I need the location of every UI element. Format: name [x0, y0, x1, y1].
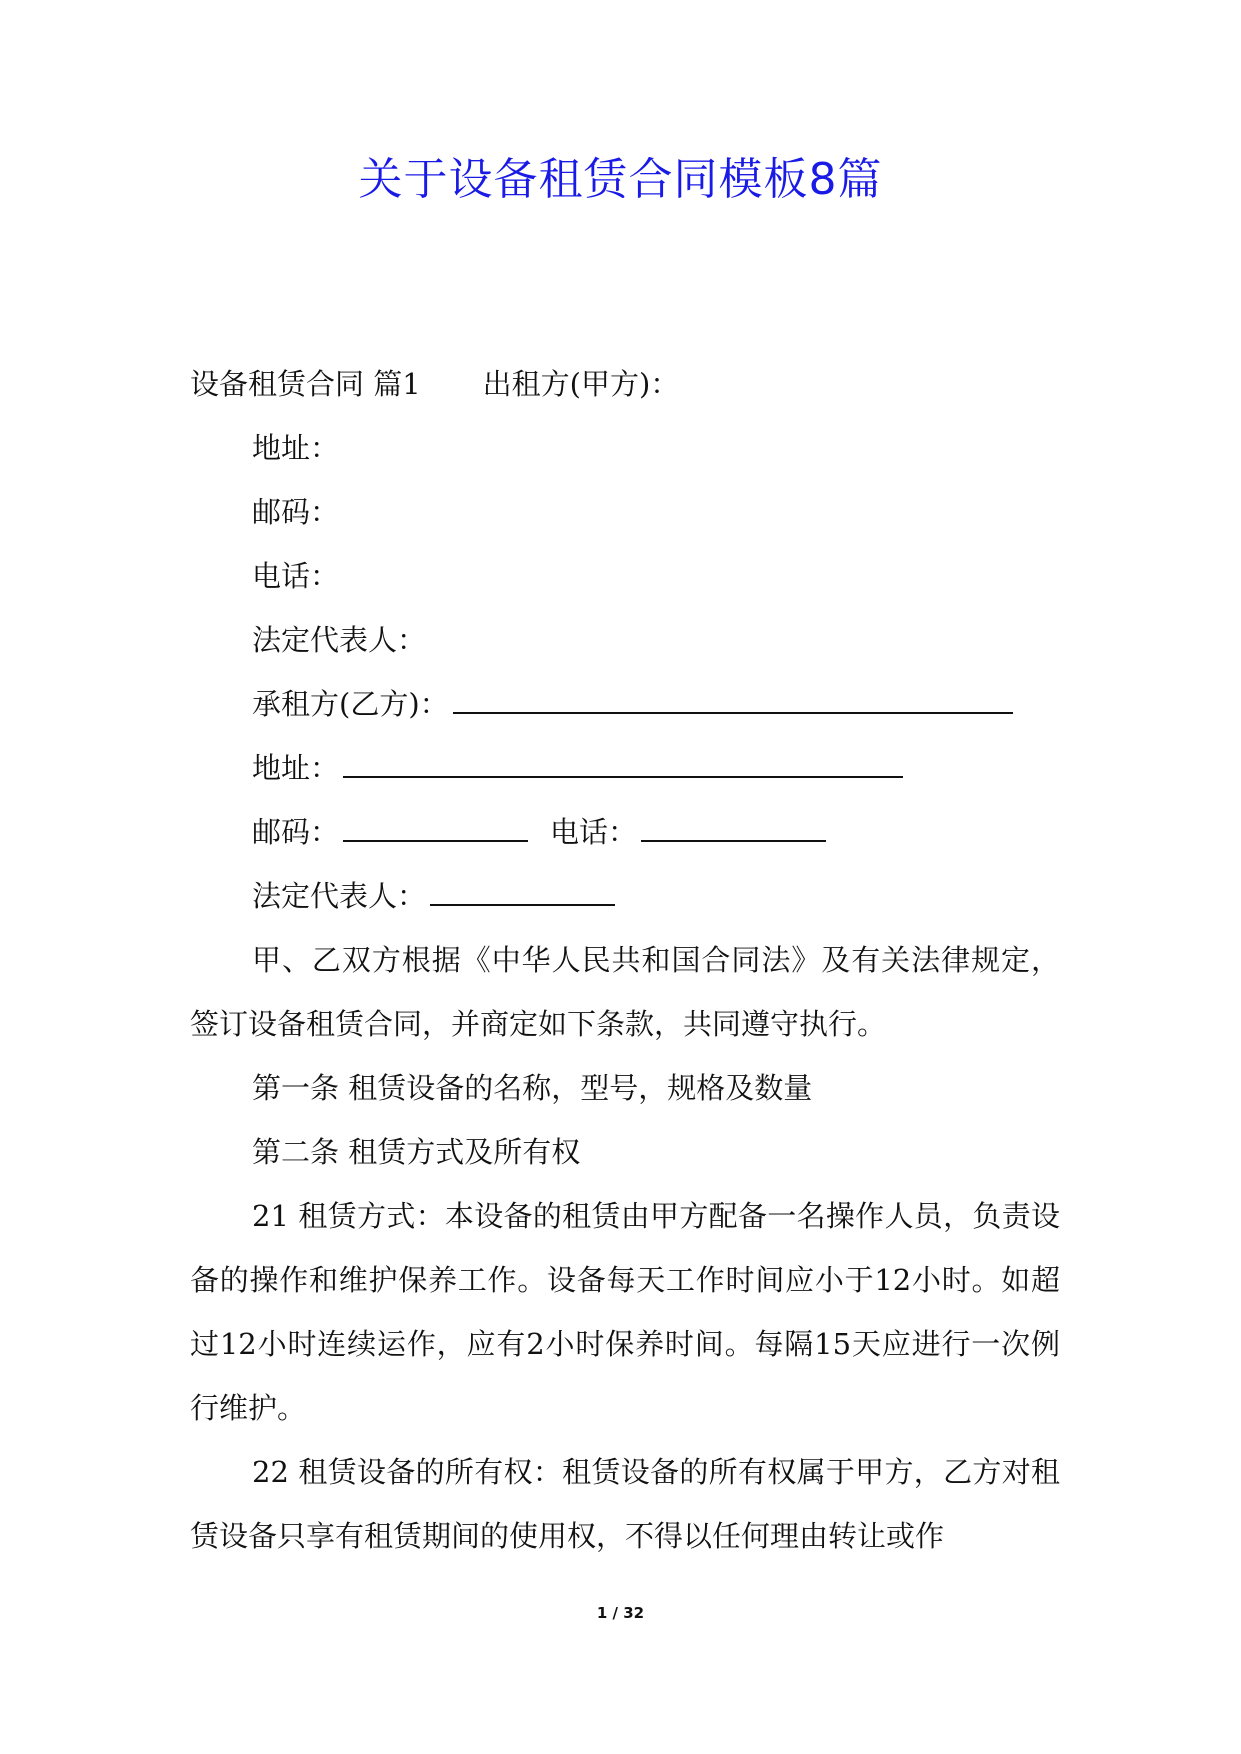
document-body — [190, 352, 1060, 1568]
lessor-postcode-line — [190, 480, 1060, 544]
lessee-line — [190, 672, 1060, 736]
contract-section-label: 设备租赁合同 篇1 — [190, 367, 421, 401]
lessee-postcode-label: 邮码： — [252, 815, 340, 849]
lessee-contact-line — [190, 800, 1060, 864]
intro-paragraph: 甲、乙双方根据《中华人民共和国合同法》及有关法律规定，签订设备租赁合同，并商定如下条款，共同遵守执行。 — [190, 943, 1060, 1041]
article-1: 第一条 租赁设备的名称，型号，规格及数量 — [252, 1071, 813, 1105]
contract-heading-line — [190, 352, 1060, 416]
lessor-postcode-label: 邮码： — [252, 495, 340, 529]
lessee-blank — [453, 682, 1013, 714]
lessor-phone-line — [190, 544, 1060, 608]
lessee-rep-label: 法定代表人： — [252, 879, 427, 913]
lessee-rep-line — [190, 864, 1060, 928]
lessor-rep-label: 法定代表人： — [252, 623, 427, 657]
lessee-address-line — [190, 736, 1060, 800]
lessor-address-label: 地址： — [252, 431, 340, 465]
article-2: 第二条 租赁方式及所有权 — [252, 1135, 581, 1169]
lessor-rep-line — [190, 608, 1060, 672]
clause-2-1: 21 租赁方式：本设备的租赁由甲方配备一名操作人员，负责设备的操作和维护保养工作。设备每天工作时间应小于12小时。如超过12小时连续运作，应有2小时保养时间。每隔15天应进行一次例行维护。 — [190, 1199, 1060, 1425]
lessee-address-blank — [343, 746, 903, 778]
lessee-phone-blank — [641, 810, 826, 842]
lessee-phone-label: 电话： — [550, 815, 638, 849]
lessor-address-line — [190, 416, 1060, 480]
lessee-label: 承租方(乙方)： — [252, 687, 449, 721]
lessee-rep-blank — [430, 874, 615, 906]
lessor-label: 出租方(甲方)： — [482, 367, 680, 401]
document-title: 关于设备租赁合同模板8篇 — [358, 154, 883, 205]
clause-2-2: 22 租赁设备的所有权：租赁设备的所有权属于甲方，乙方对租赁设备只享有租赁期间的使用权，不得以任何理由转让或作 — [190, 1455, 1060, 1553]
page-number: 1 / 32 — [596, 1604, 645, 1622]
lessee-postcode-blank — [343, 810, 528, 842]
lessor-phone-label: 电话： — [252, 559, 340, 593]
lessee-address-label: 地址： — [252, 751, 340, 785]
